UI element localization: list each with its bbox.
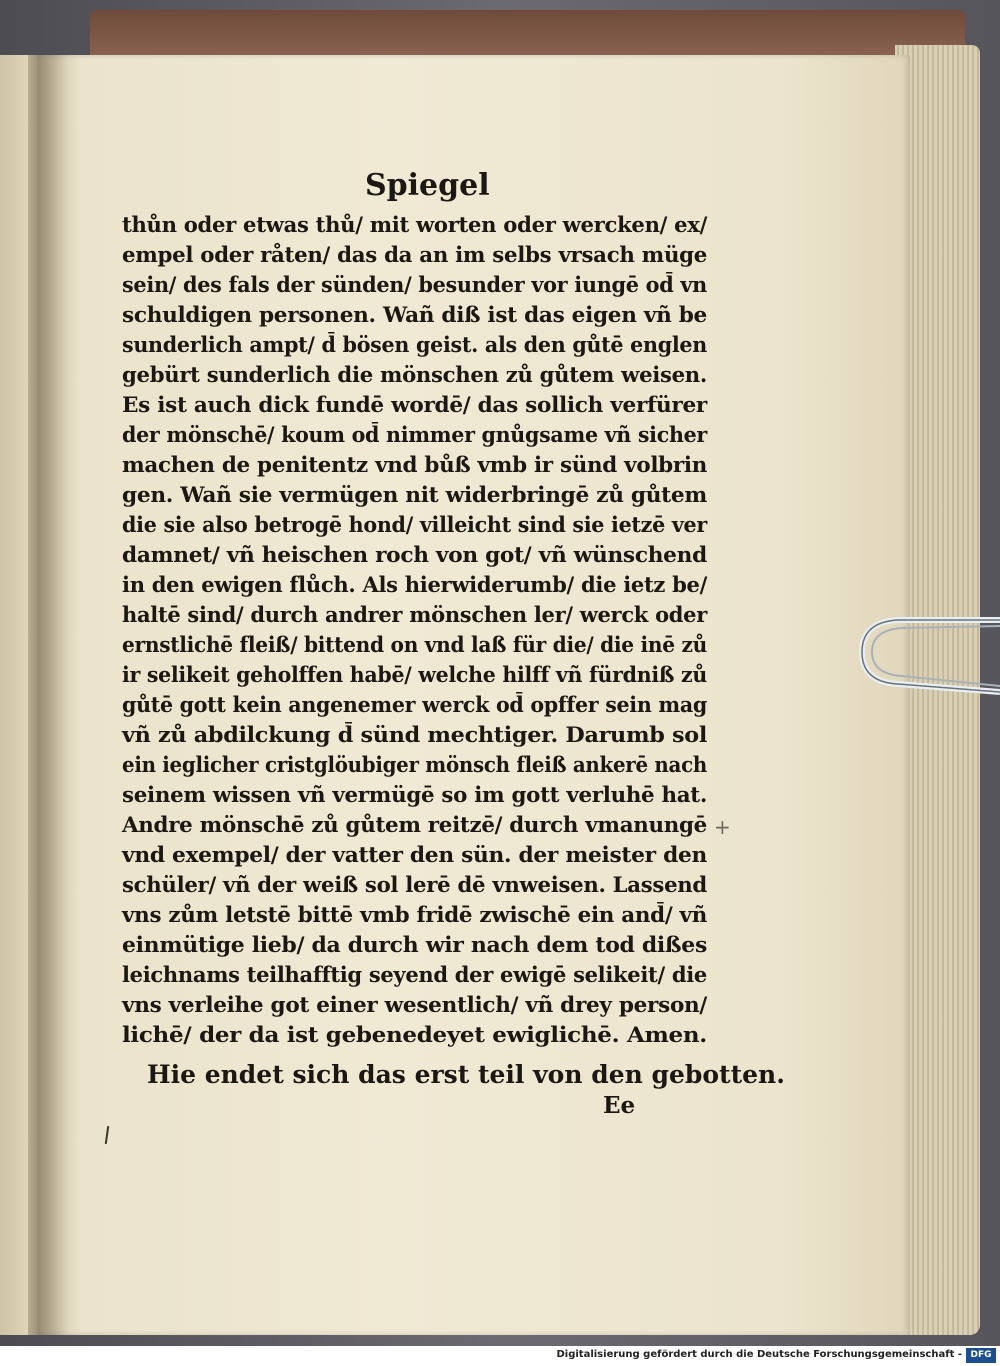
text-line: einmütige lieb/ da durch wir nach dem tod dißes (122, 932, 707, 957)
text-line: schüler/ vñ der weiß sol lerē dē vnweisen. Lassend (122, 872, 707, 897)
text-line: leichnams teilhafftig seyend der ewigē selikeit/ die (122, 962, 707, 987)
text-line: ir selikeit geholffen habē/ welche hilff vñ fürdniß zů (122, 662, 707, 687)
text-line: machen de penitentz vnd bůß vmb ir sünd volbrin (122, 452, 707, 477)
running-head: Spiegel (365, 168, 490, 203)
text-line: der mönschē/ koum od̄ nimmer gnůgsame vñ sicher (122, 422, 707, 447)
text-line: seinem wissen vñ vermügē so im gott verluhē hat. (122, 782, 707, 807)
text-line: ernstlichē fleiß/ bittend on vnd laß für die/ die inē zů (122, 632, 707, 657)
signature-mark: Ee (603, 1092, 636, 1119)
text-line: ein ieglicher cristglöubiger mönsch fleiß ankerē nach (122, 752, 707, 777)
text-line: vns verleihe got einer wesentlich/ vñ drey person/ (122, 992, 707, 1017)
text-line: in den ewigen flůch. Als hierwiderumb/ die ietz be/ (122, 572, 708, 597)
body-text (122, 210, 707, 1050)
text-line: empel oder råten/ das da an im selbs vrsach müge (122, 242, 707, 267)
closing-line: Hie endet sich das erst teil von den gebotten. (147, 1060, 785, 1089)
pencil-cross-mark: + (714, 815, 731, 839)
digitization-credit: Digitalisierung gefördert durch die Deutsche Forschungsgemeinschaft - (556, 1349, 962, 1360)
text-line: schuldigen personen. Wañ diß ist das eigen vñ be (122, 302, 707, 327)
text-line: gebürt sunderlich die mönschen zů gůtem weisen. (122, 362, 707, 387)
text-line: vns zům letstē bittē vmb fridē zwischē ein and̄/ vñ (122, 902, 707, 927)
text-line: Es ist auch dick fundē wordē/ das sollich verfürer (122, 392, 707, 417)
text-line: lichē/ der da ist gebenedeyet ewiglichē. Amen. (122, 1022, 707, 1047)
text-line: vnd exempel/ der vatter den sün. der meister den (122, 842, 707, 867)
text-line: sunderlich ampt/ d̄ bösen geist. als den gůtē englen (122, 332, 707, 357)
text-line: haltē sind/ durch andrer mönschen ler/ werck oder (122, 602, 707, 627)
text-line: sein/ des fals der sünden/ besunder vor iungē od̄ vn (122, 272, 707, 297)
text-line: gen. Wañ sie vermügen nit widerbringē zů gůtem (122, 482, 707, 507)
text-line: vñ zů abdilckung d̄ sünd mechtiger. Darumb sol (122, 722, 707, 747)
text-line: damnet/ vñ heischen roch von got/ vñ wünschend (122, 542, 707, 567)
text-line: Andre mönschē zů gůtem reitzē/ durch vmanungē (122, 812, 707, 837)
gutter-shadow (38, 55, 68, 1335)
text-line: gůtē gott kein angenemer werck od̄ opffer sein mag (122, 692, 707, 717)
dfg-logo: DFG (966, 1348, 996, 1363)
page-clip-icon (858, 612, 1000, 698)
text-line: thůn oder etwas thů/ mit worten oder wercken/ ex/ (122, 212, 707, 237)
book-cover-top (90, 10, 965, 58)
text-line: die sie also betrogē hond/ villeicht sind sie ietzē ver (122, 512, 707, 537)
